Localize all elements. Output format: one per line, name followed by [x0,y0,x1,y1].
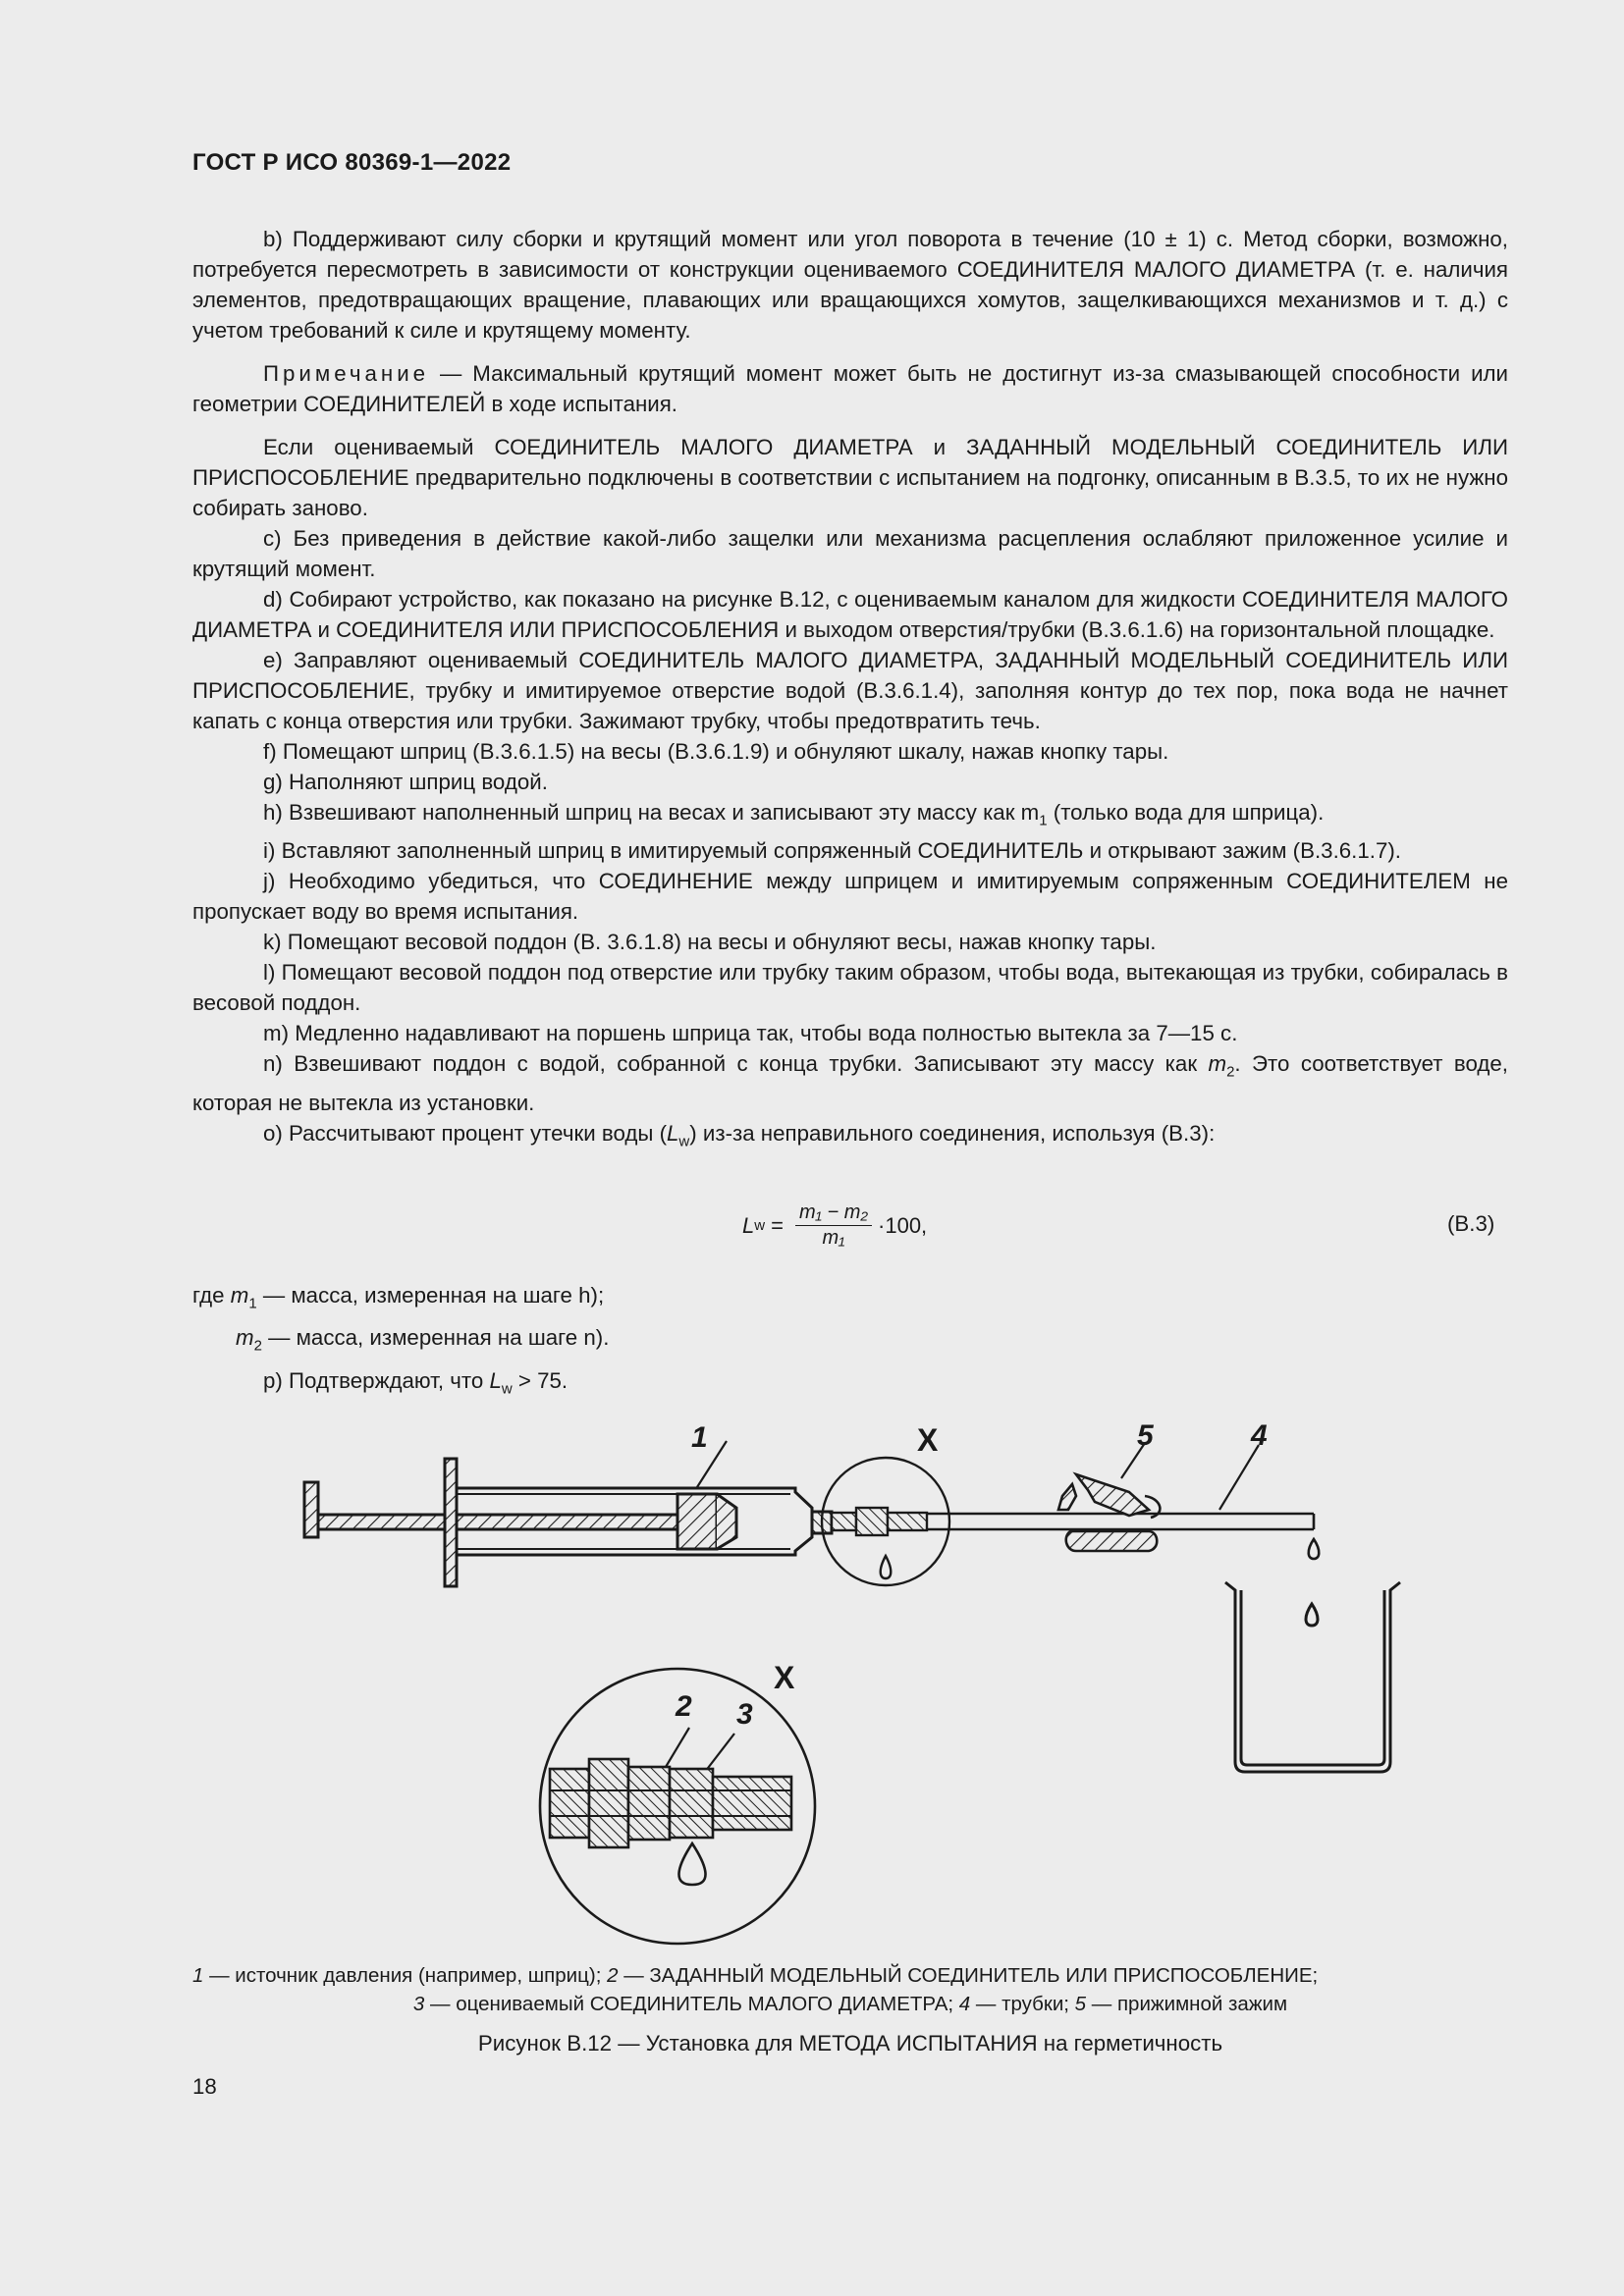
leak-formula: L w = $\frac{\text{m₁ − m₂}}{\text{m₁}}$ ·100, [742,1201,928,1249]
step-h: h) Взвешивают наполненный шприц на весах и записывают эту массу как $m_1$ (только вода для шприца). [263,800,1325,829]
step-f: f) Помещают шприц (В.3.6.1.5) на весы (В.3.6.1.9) и обнуляют шкалу, нажав кнопку тары. [263,739,1169,764]
figure-legend [192,1961,1508,2018]
step-i: i) Вставляют заполненный шприц в имитируемый сопряженный СОЕДИНИТЕЛЬ и открывают зажим (В.3.6.1.7). [263,838,1401,864]
label-5: 5 [1137,1419,1154,1452]
step-k: k) Помещают весовой поддон (В. 3.6.1.8) на весы и обнуляют весы, нажав кнопку тары. [263,930,1157,955]
step-l: l) Помещают весовой поддон под отверстие или трубку таким образом, чтобы вода, вытекающая из трубки, собиралась в весовой поддон. [192,960,1508,1016]
leak-test-figure [265,1394,1434,1953]
syringe [304,1459,832,1586]
legend-line-2: 3 — оцениваемый СОЕДИНИТЕЛЬ МАЛОГО ДИАМЕТРА; 4 — трубки; 5 — прижимной зажим [412,1993,1288,2015]
def-m1: где $m_1$ — масса, измеренная на шаге h); [192,1283,605,1312]
label-2: 2 [676,1690,692,1723]
def-m2: $m_2$ — масса, измеренная на шаге n). [236,1325,610,1355]
label-4: 4 [1251,1419,1268,1452]
step-n: n) Взвешивают поддон с водой, собранной с конца трубки. Записывают эту массу как $m_2$. Это соответствует воде, которая не вытекла из установки. [192,1051,1508,1115]
body-text [192,224,1508,1156]
page-number: 18 [192,2074,217,2099]
step-b: b) Поддерживают силу сборки и крутящий момент или угол поворота в течение (10 ± 1) с. Метод сборки, возможно, потребуется пересмотреть в зависимости от конструкции оцениваемого СОЕДИНИТЕЛЯ МАЛОГО ДИАМЕТРА (т. е. наличия элементов, предотвращающих вращение, плавающих или вращающихся хомутов, защелкивающихся механизмов и т. д.) с учетом требований к силе и крутящему моменту. [192,227,1508,343]
figure-title: Рисунок В.12 — Установка для МЕТОДА ИСПЫТАНИЯ на герметичность [477,2031,1223,2056]
note [192,358,1508,419]
legend-line-1: 1 — источник давления (например, шприц); 2 — ЗАДАННЫЙ МОДЕЛЬНЫЙ СОЕДИНИТЕЛЬ ИЛИ ПРИСПОСОБЛЕНИЕ; [192,1964,1319,1987]
formula-denominator: m₁ [822,1227,845,1249]
label-x-detail: X [774,1660,795,1695]
label-x-top: X [917,1422,939,1458]
label-1: 1 [691,1421,708,1454]
weighing-beaker [1225,1582,1400,1772]
note-label: Примечание [263,361,430,386]
note-text: — Максимальный крутящий момент может быть не достигнут из-за смазывающей способности или геометрии СОЕДИНИТЕЛЕЙ в ходе испытания. [192,361,1508,416]
step-j: j) Необходимо убедиться, что СОЕДИНЕНИЕ между шприцем и имитируемым сопряженным СОЕДИНИТЕЛЕМ не пропускает воду во время испытания. [192,869,1508,925]
detail-circle-x [822,1458,949,1585]
step-m: m) Медленно надавливают на поршень шприца так, чтобы вода полностью вытекла за 7—15 с. [263,1021,1238,1046]
intro-paragraph: Если оцениваемый СОЕДИНИТЕЛЬ МАЛОГО ДИАМЕТРА и ЗАДАННЫЙ МОДЕЛЬНЫЙ СОЕДИНИТЕЛЬ ИЛИ ПРИСПОСОБЛЕНИЕ предварительно подключены в соответствии с испытанием на подгонку, описанным в В.3.5, то их не нужно собирать заново. [192,435,1508,520]
document-header: ГОСТ Р ИСО 80369-1—2022 [192,149,512,176]
step-g: g) Наполняют шприц водой. [263,770,548,794]
step-c: c) Без приведения в действие какой-либо защелки или механизма расцепления ослабляют приложенное усилие и крутящий момент. [192,526,1508,581]
formula-numerator: m₁ − m₂ [795,1201,872,1226]
step-p: p) Подтверждают, что $L_w > 75$. [263,1367,568,1398]
variable-definitions [192,1278,609,1406]
formula-multiplier: ·100, [878,1212,928,1238]
step-o: o) Рассчитывают процент утечки воды $(L_w)$ из-за неправильного соединения, используя (В.3): [263,1120,1216,1150]
step-d: d) Собирают устройство, как показано на рисунке В.12, с оцениваемым каналом для жидкости СОЕДИНИТЕЛЯ МАЛОГО ДИАМЕТРА и СОЕДИНИТЕЛЯ ИЛИ ПРИСПОСОБЛЕНИЯ и выходом отверстия/трубки (В.3.6.1.6) на горизонтальной площадке. [192,587,1508,642]
label-3: 3 [736,1698,753,1731]
equation-number: (В.3) [1447,1211,1495,1236]
formula-fraction [795,1201,872,1250]
step-e: e) Заправляют оцениваемый СОЕДИНИТЕЛЬ МАЛОГО ДИАМЕТРА, ЗАДАННЫЙ МОДЕЛЬНЫЙ СОЕДИНИТЕЛЬ ИЛИ ПРИСПОСОБЛЕНИЕ, трубку и имитируемое отверстие водой (В.3.6.1.4), заполняя контур до тех пор, пока вода не начнет капать с конца отверстия или трубки. Зажимают трубку, чтобы предотвратить течь. [192,648,1508,733]
formula-equals: = [771,1212,784,1238]
formula-lhs: L [742,1212,755,1238]
